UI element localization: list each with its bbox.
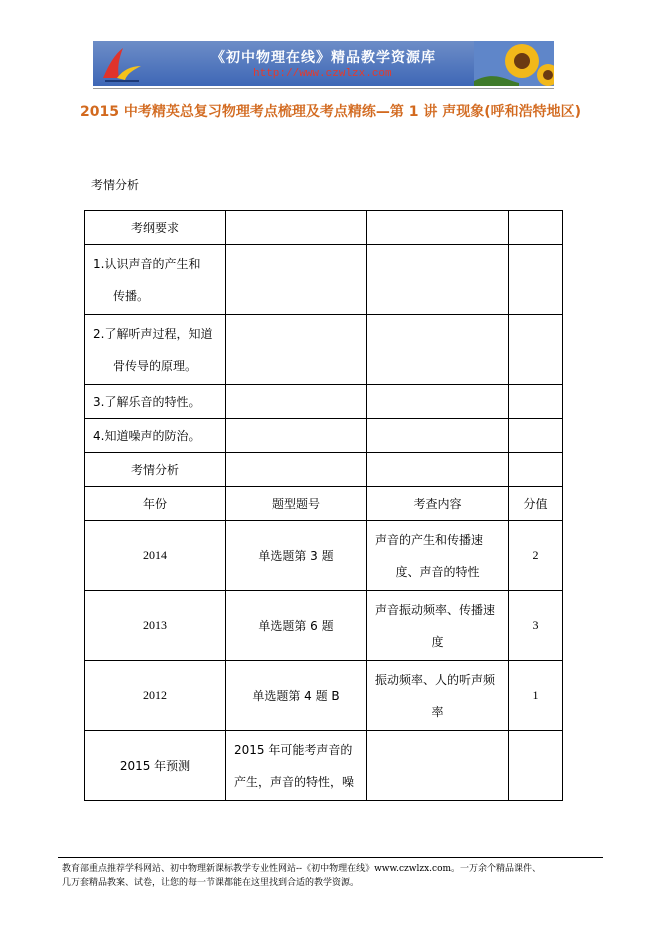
score-cell: 1 (509, 661, 563, 731)
analysis-header: 考情分析 (85, 453, 226, 487)
requirement-cell: 2.了解听声过程，知道 骨传导的原理。 (85, 315, 226, 385)
year-cell: 2014 (85, 521, 226, 591)
column-header-row (85, 487, 563, 521)
content-cell: 声音振动频率、传播速 度 (367, 591, 509, 661)
site-logo-icon (99, 44, 143, 84)
question-cell: 单选题第 4 题 B (226, 661, 367, 731)
header-divider (93, 88, 554, 89)
requirement-cell: 4.知道噪声的防治。 (85, 419, 226, 453)
page-footer (62, 862, 622, 890)
requirement-cell: 3.了解乐音的特性。 (85, 385, 226, 419)
footer-line: 几万套精品教案、试卷，让您的每一节课都能在这里找到合适的教学资源。 (62, 878, 360, 888)
banner-title: 《初中物理在线》精品教学资源库 (211, 50, 436, 66)
requirements-header-row (85, 211, 563, 245)
year-cell: 2012 (85, 661, 226, 731)
exam-analysis-table (84, 210, 563, 801)
content-cell: 声音的产生和传播速 度、声音的特性 (367, 521, 509, 591)
requirement-row (85, 385, 563, 419)
content-cell: 振动频率、人的听声频 率 (367, 661, 509, 731)
table-row (85, 591, 563, 661)
analysis-header-row (85, 453, 563, 487)
footer-line: 教育部重点推荐学科网站、初中物理新课标教学专业性网站--《初中物理在线》www.czwlzx.com。一万余个精品课件、 (62, 864, 542, 874)
footer-divider (58, 857, 603, 858)
question-cell: 单选题第 6 题 (226, 591, 367, 661)
banner-url: http://www.czwlzx.com (253, 68, 392, 80)
requirements-header: 考纲要求 (85, 211, 226, 245)
column-header-score: 分值 (509, 487, 563, 521)
requirement-row (85, 245, 563, 315)
column-header-content: 考查内容 (367, 487, 509, 521)
sunflower-icon (474, 41, 554, 86)
column-header-question: 题型题号 (226, 487, 367, 521)
requirement-row (85, 419, 563, 453)
site-banner (93, 41, 554, 86)
forecast-label: 2015 年预测 (85, 731, 226, 801)
forecast-text: 2015 年可能考声音的 产生，声音的特性，噪 (226, 731, 367, 801)
forecast-row (85, 731, 563, 801)
document-title: 2015 中考精英总复习物理考点梳理及考点精练—第 1 讲 声现象(呼和浩特地区) (80, 104, 581, 120)
table-row (85, 661, 563, 731)
year-cell: 2013 (85, 591, 226, 661)
score-cell: 2 (509, 521, 563, 591)
question-cell: 单选题第 3 题 (226, 521, 367, 591)
requirement-row (85, 315, 563, 385)
column-header-year: 年份 (85, 487, 226, 521)
requirement-cell: 1.认识声音的产生和 传播。 (85, 245, 226, 315)
section-heading: 考情分析 (91, 178, 140, 192)
table-row (85, 521, 563, 591)
score-cell: 3 (509, 591, 563, 661)
